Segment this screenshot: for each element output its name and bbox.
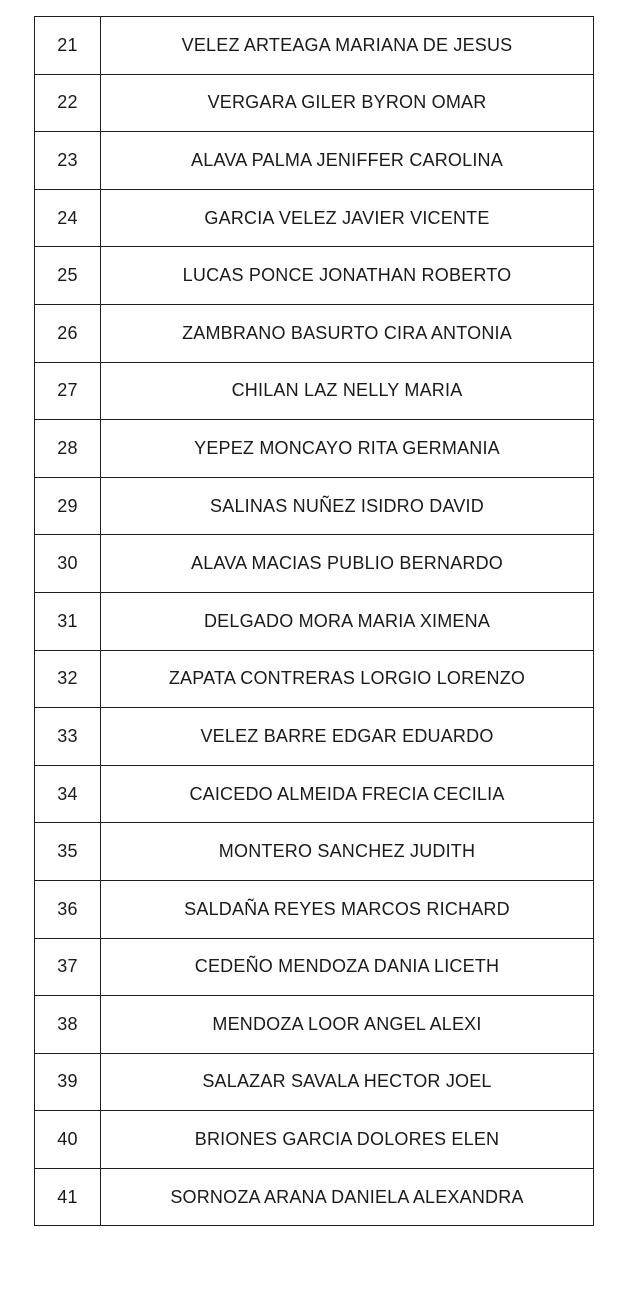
table-row (35, 535, 594, 593)
name-cell: CEDEÑO MENDOZA DANIA LICETH (101, 938, 594, 996)
table-row (35, 650, 594, 708)
table-row (35, 1053, 594, 1111)
row-number-cell: 34 (35, 765, 101, 823)
row-number-cell: 33 (35, 708, 101, 766)
name-cell: SORNOZA ARANA DANIELA ALEXANDRA (101, 1168, 594, 1226)
row-number-cell: 36 (35, 880, 101, 938)
row-number-cell: 32 (35, 650, 101, 708)
name-cell: SALDAÑA REYES MARCOS RICHARD (101, 880, 594, 938)
table-row (35, 765, 594, 823)
table-row (35, 708, 594, 766)
name-cell: SALAZAR SAVALA HECTOR JOEL (101, 1053, 594, 1111)
row-number-cell: 30 (35, 535, 101, 593)
table-row (35, 132, 594, 190)
table-row (35, 880, 594, 938)
row-number-cell: 25 (35, 247, 101, 305)
roster-table-body (35, 17, 594, 1226)
name-cell: ALAVA MACIAS PUBLIO BERNARDO (101, 535, 594, 593)
name-cell: VELEZ ARTEAGA MARIANA DE JESUS (101, 17, 594, 75)
name-cell: DELGADO MORA MARIA XIMENA (101, 592, 594, 650)
name-cell: SALINAS NUÑEZ ISIDRO DAVID (101, 477, 594, 535)
table-row (35, 938, 594, 996)
row-number-cell: 23 (35, 132, 101, 190)
name-cell: ALAVA PALMA JENIFFER CAROLINA (101, 132, 594, 190)
name-cell: MENDOZA LOOR ANGEL ALEXI (101, 996, 594, 1054)
table-row (35, 996, 594, 1054)
row-number-cell: 22 (35, 74, 101, 132)
row-number-cell: 35 (35, 823, 101, 881)
table-row (35, 823, 594, 881)
name-cell: MONTERO SANCHEZ JUDITH (101, 823, 594, 881)
row-number-cell: 38 (35, 996, 101, 1054)
name-cell: YEPEZ MONCAYO RITA GERMANIA (101, 420, 594, 478)
name-cell: BRIONES GARCIA DOLORES ELEN (101, 1111, 594, 1169)
name-cell: VERGARA GILER BYRON OMAR (101, 74, 594, 132)
roster-table (34, 16, 594, 1226)
row-number-cell: 40 (35, 1111, 101, 1169)
row-number-cell: 29 (35, 477, 101, 535)
name-cell: ZAPATA CONTRERAS LORGIO LORENZO (101, 650, 594, 708)
row-number-cell: 41 (35, 1168, 101, 1226)
row-number-cell: 31 (35, 592, 101, 650)
row-number-cell: 37 (35, 938, 101, 996)
table-row (35, 74, 594, 132)
table-row (35, 247, 594, 305)
name-cell: CHILAN LAZ NELLY MARIA (101, 362, 594, 420)
name-cell: GARCIA VELEZ JAVIER VICENTE (101, 189, 594, 247)
row-number-cell: 24 (35, 189, 101, 247)
table-row (35, 189, 594, 247)
row-number-cell: 26 (35, 304, 101, 362)
name-cell: ZAMBRANO BASURTO CIRA ANTONIA (101, 304, 594, 362)
name-cell: VELEZ BARRE EDGAR EDUARDO (101, 708, 594, 766)
table-row (35, 592, 594, 650)
row-number-cell: 39 (35, 1053, 101, 1111)
table-row (35, 1168, 594, 1226)
table-row (35, 362, 594, 420)
table-row (35, 420, 594, 478)
table-row (35, 17, 594, 75)
name-cell: CAICEDO ALMEIDA FRECIA CECILIA (101, 765, 594, 823)
table-row (35, 477, 594, 535)
row-number-cell: 27 (35, 362, 101, 420)
table-row (35, 1111, 594, 1169)
row-number-cell: 21 (35, 17, 101, 75)
row-number-cell: 28 (35, 420, 101, 478)
name-cell: LUCAS PONCE JONATHAN ROBERTO (101, 247, 594, 305)
table-row (35, 304, 594, 362)
